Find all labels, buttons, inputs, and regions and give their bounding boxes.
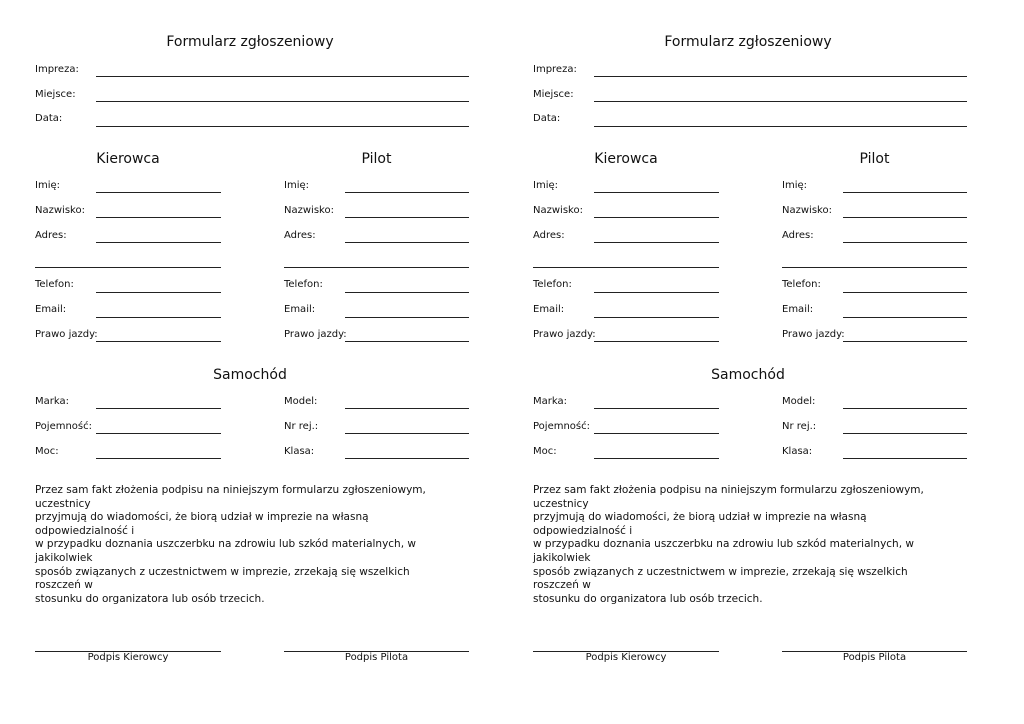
driver-signature-label: Podpis Kierowcy (87, 652, 169, 663)
car-model-field[interactable] (843, 408, 967, 409)
driver-address-field-2[interactable] (533, 267, 719, 268)
car-registration-label: Nr rej.: (782, 421, 817, 432)
car-make-label: Marka: (35, 396, 69, 407)
car-capacity-label: Pojemność: (35, 421, 92, 432)
driver-heading: Kierowca (96, 151, 160, 167)
driver-email-label: Email: (533, 304, 565, 315)
car-power-label: Moc: (533, 446, 557, 457)
disclaimer-text (35, 484, 455, 606)
car-make-field[interactable] (594, 408, 719, 409)
car-power-field[interactable] (594, 458, 719, 459)
form-title: Formularz zgłoszeniowy (664, 34, 832, 50)
driver-first-name-field[interactable] (594, 192, 719, 193)
disclaimer-line: Przez sam fakt złożenia podpisu na niniejszym formularzu zgłoszeniowym, uczestnicy (35, 484, 426, 510)
driver-address-field-2[interactable] (35, 267, 221, 268)
disclaimer-line: Przez sam fakt złożenia podpisu na niniejszym formularzu zgłoszeniowym, uczestnicy (533, 484, 924, 510)
event-field[interactable] (96, 76, 469, 77)
pilot-signature-label: Podpis Pilota (842, 652, 907, 663)
driver-first-name-label: Imię: (533, 180, 558, 191)
pilot-email-field[interactable] (345, 317, 469, 318)
driver-last-name-field[interactable] (96, 217, 221, 218)
pilot-email-label: Email: (782, 304, 814, 315)
driver-phone-label: Telefon: (533, 279, 572, 290)
pilot-email-field[interactable] (843, 317, 967, 318)
driver-address-field[interactable] (96, 242, 221, 243)
driver-address-field[interactable] (594, 242, 719, 243)
disclaimer-line: przyjmują do wiadomości, że biorą udział w imprezie na własną odpowiedzialność i (533, 511, 867, 537)
driver-address-label: Adres: (35, 230, 67, 241)
disclaimer-text (533, 484, 953, 606)
form-title: Formularz zgłoszeniowy (166, 34, 334, 50)
disclaimer-line: stosunku do organizatora lub osób trzecich. (533, 592, 763, 605)
pilot-address-field-2[interactable] (284, 267, 469, 268)
car-capacity-field[interactable] (96, 433, 221, 434)
date-field[interactable] (594, 126, 967, 127)
disclaimer-line: stosunku do organizatora lub osób trzecich. (35, 592, 265, 605)
pilot-first-name-label: Imię: (782, 180, 807, 191)
date-label: Data: (35, 113, 63, 124)
driver-email-field[interactable] (594, 317, 719, 318)
pilot-license-label: Prawo jazdy: (284, 329, 347, 340)
pilot-last-name-field[interactable] (843, 217, 967, 218)
pilot-phone-label: Telefon: (284, 279, 323, 290)
car-heading: Samochód (213, 367, 287, 383)
pilot-phone-field[interactable] (843, 292, 967, 293)
driver-email-field[interactable] (96, 317, 221, 318)
disclaimer-line: sposób związanych z uczestnictwem w imprezie, zrzekają się wszelkich roszczeń w (35, 565, 410, 592)
place-field[interactable] (594, 101, 967, 102)
car-model-label: Model: (284, 396, 318, 407)
car-registration-label: Nr rej.: (284, 421, 319, 432)
driver-heading: Kierowca (594, 151, 658, 167)
pilot-address-label: Adres: (782, 230, 814, 241)
car-power-field[interactable] (96, 458, 221, 459)
driver-last-name-field[interactable] (594, 217, 719, 218)
pilot-phone-label: Telefon: (782, 279, 821, 290)
disclaimer-line: w przypadku doznania uszczerbku na zdrowiu lub szkód materialnych, w jakikolwiek (35, 538, 416, 564)
driver-address-label: Adres: (533, 230, 565, 241)
driver-license-field[interactable] (594, 341, 719, 342)
car-model-field[interactable] (345, 408, 469, 409)
driver-first-name-field[interactable] (96, 192, 221, 193)
driver-phone-field[interactable] (594, 292, 719, 293)
pilot-address-field[interactable] (843, 242, 967, 243)
car-class-field[interactable] (843, 458, 967, 459)
registration-form-left (0, 0, 500, 724)
pilot-last-name-label: Nazwisko: (284, 205, 334, 216)
pilot-last-name-field[interactable] (345, 217, 469, 218)
registration-form-right (498, 0, 998, 724)
pilot-license-label: Prawo jazdy: (782, 329, 845, 340)
pilot-last-name-label: Nazwisko: (782, 205, 832, 216)
pilot-phone-field[interactable] (345, 292, 469, 293)
pilot-license-field[interactable] (345, 341, 469, 342)
pilot-address-field-2[interactable] (782, 267, 967, 268)
pilot-heading: Pilot (859, 151, 890, 167)
driver-license-label: Prawo jazdy: (533, 329, 596, 340)
event-label: Impreza: (35, 64, 79, 75)
disclaimer-line: przyjmują do wiadomości, że biorą udział w imprezie na własną odpowiedzialność i (35, 511, 369, 537)
driver-first-name-label: Imię: (35, 180, 60, 191)
car-capacity-label: Pojemność: (533, 421, 590, 432)
pilot-heading: Pilot (361, 151, 392, 167)
pilot-license-field[interactable] (843, 341, 967, 342)
pilot-address-field[interactable] (345, 242, 469, 243)
car-class-label: Klasa: (782, 446, 813, 457)
place-field[interactable] (96, 101, 469, 102)
disclaimer-line: w przypadku doznania uszczerbku na zdrowiu lub szkód materialnych, w jakikolwiek (533, 538, 914, 564)
pilot-signature-label: Podpis Pilota (344, 652, 409, 663)
car-power-label: Moc: (35, 446, 59, 457)
driver-last-name-label: Nazwisko: (35, 205, 85, 216)
driver-phone-label: Telefon: (35, 279, 74, 290)
driver-license-label: Prawo jazdy: (35, 329, 98, 340)
driver-phone-field[interactable] (96, 292, 221, 293)
place-label: Miejsce: (533, 89, 574, 100)
place-label: Miejsce: (35, 89, 76, 100)
driver-email-label: Email: (35, 304, 67, 315)
date-field[interactable] (96, 126, 469, 127)
driver-signature-label: Podpis Kierowcy (585, 652, 667, 663)
driver-license-field[interactable] (96, 341, 221, 342)
pilot-first-name-field[interactable] (345, 192, 469, 193)
pilot-address-label: Adres: (284, 230, 316, 241)
car-make-label: Marka: (533, 396, 567, 407)
car-capacity-field[interactable] (594, 433, 719, 434)
car-class-field[interactable] (345, 458, 469, 459)
car-heading: Samochód (711, 367, 785, 383)
car-registration-field[interactable] (843, 433, 967, 434)
driver-last-name-label: Nazwisko: (533, 205, 583, 216)
car-class-label: Klasa: (284, 446, 315, 457)
pilot-first-name-field[interactable] (843, 192, 967, 193)
date-label: Data: (533, 113, 561, 124)
event-label: Impreza: (533, 64, 577, 75)
car-model-label: Model: (782, 396, 816, 407)
pilot-email-label: Email: (284, 304, 316, 315)
car-make-field[interactable] (96, 408, 221, 409)
car-registration-field[interactable] (345, 433, 469, 434)
pilot-first-name-label: Imię: (284, 180, 309, 191)
event-field[interactable] (594, 76, 967, 77)
disclaimer-line: sposób związanych z uczestnictwem w imprezie, zrzekają się wszelkich roszczeń w (533, 565, 908, 592)
